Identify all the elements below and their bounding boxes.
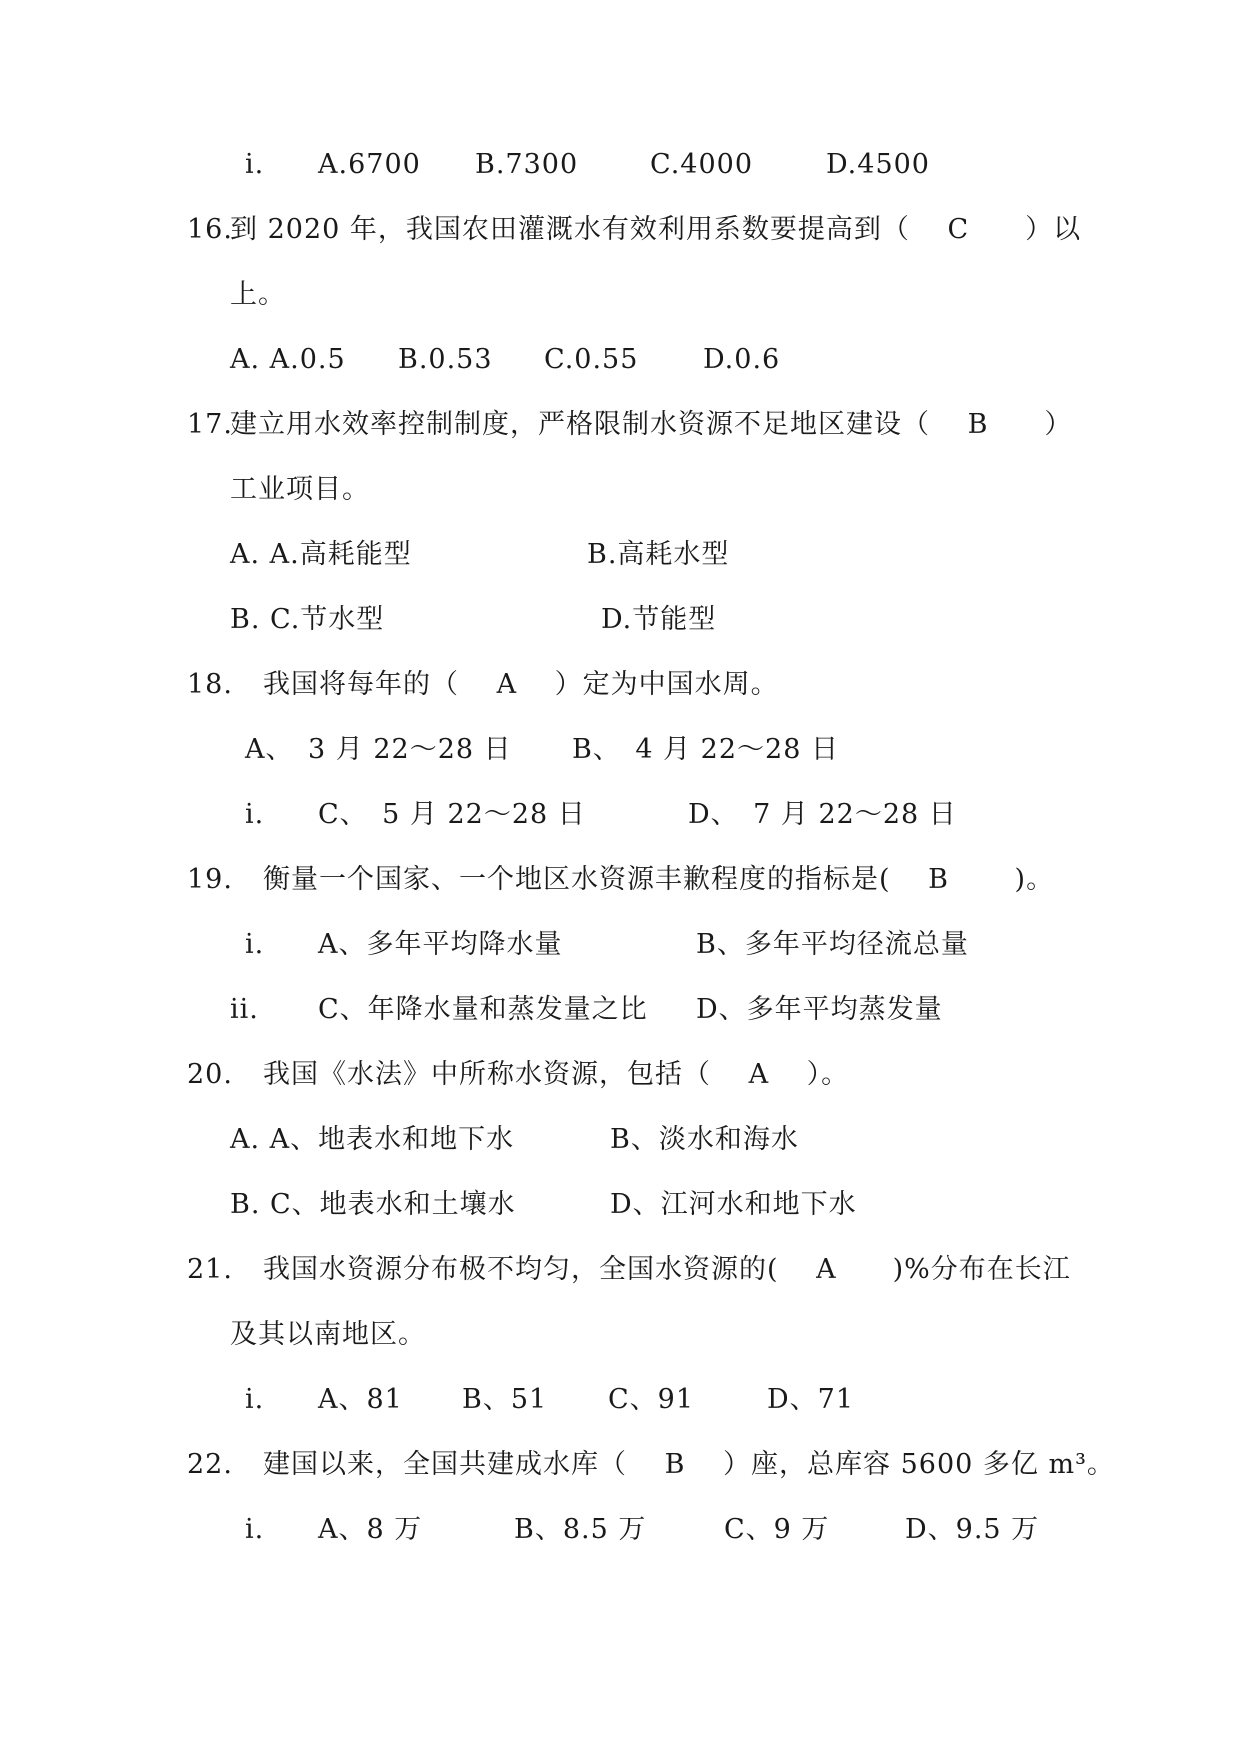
question-text: 我国水资源分布极不均匀，全国水资源的( A )%分布在长江 [263,1254,1071,1285]
question-number: 19. [187,864,233,895]
list-marker: i. [245,1384,265,1415]
option-b: B.7300 [475,149,579,180]
option-a: A、8 万 [318,1514,423,1545]
option-c: C、9 万 [724,1514,830,1545]
question-text: 到 2020 年，我国农田灌溉水有效利用系数要提高到（ C ）以 [230,214,1082,245]
option-c: C、91 [608,1384,695,1415]
option-d: D、71 [767,1384,855,1415]
option-d: D、江河水和地下水 [610,1189,857,1220]
option-d: D、9.5 万 [905,1514,1040,1545]
option-c: C.4000 [650,149,753,180]
option-b: B.高耗水型 [587,539,730,570]
list-marker: i. [245,149,265,180]
option-c: C、年降水量和蒸发量之比 [318,994,648,1025]
option-c: C、 5 月 22～28 日 [318,799,586,830]
option-a: A、多年平均降水量 [318,929,563,960]
list-marker: i. [245,929,265,960]
question-text: 衡量一个国家、一个地区水资源丰歉程度的指标是( B )。 [263,864,1055,895]
list-marker: ii. [230,994,259,1025]
question-text: 建国以来，全国共建成水库（ B ）座，总库容 5600 多亿 m³。 [263,1449,1115,1480]
question-text-continued: 及其以南地区。 [230,1319,426,1350]
option-d: D、 7 月 22～28 日 [688,799,957,830]
option-b: B、淡水和海水 [610,1124,799,1155]
question-number: 20. [187,1059,233,1090]
option-a: A.6700 [318,149,421,180]
option-a: A、81 [318,1384,403,1415]
option-d: D.节能型 [601,604,717,635]
option-b: B、 4 月 22～28 日 [572,734,839,765]
question-text: 我国将每年的（ A ）定为中国水周。 [263,669,779,700]
question-number: 21. [187,1254,233,1285]
option-d: D、多年平均蒸发量 [696,994,943,1025]
option-c: B. C、地表水和土壤水 [230,1189,516,1220]
option-c: C.0.55 [544,344,639,375]
option-d: D.0.6 [703,344,781,375]
option-a: A. A.0.5 [230,344,346,375]
option-c: B. C.节水型 [230,604,385,635]
list-marker: i. [245,1514,265,1545]
question-text: 我国《水法》中所称水资源，包括（ A ）。 [263,1059,850,1090]
question-number: 22. [187,1449,233,1480]
option-a: A. A、地表水和地下水 [230,1124,515,1155]
option-b: B.0.53 [398,344,493,375]
question-number: 18. [187,669,233,700]
option-a: A、 3 月 22～28 日 [245,734,512,765]
question-text-continued: 上。 [230,279,286,310]
option-b: B、多年平均径流总量 [696,929,969,960]
list-marker: i. [245,799,265,830]
option-d: D.4500 [826,149,930,180]
option-b: B、8.5 万 [514,1514,647,1545]
question-number: 16. [187,214,233,245]
option-a: A. A.高耗能型 [230,539,412,570]
question-text: 建立用水效率控制制度，严格限制水资源不足地区建设（ B ） [230,409,1073,440]
question-number: 17. [187,409,233,440]
question-text-continued: 工业项目。 [230,474,370,505]
option-b: B、51 [462,1384,548,1415]
